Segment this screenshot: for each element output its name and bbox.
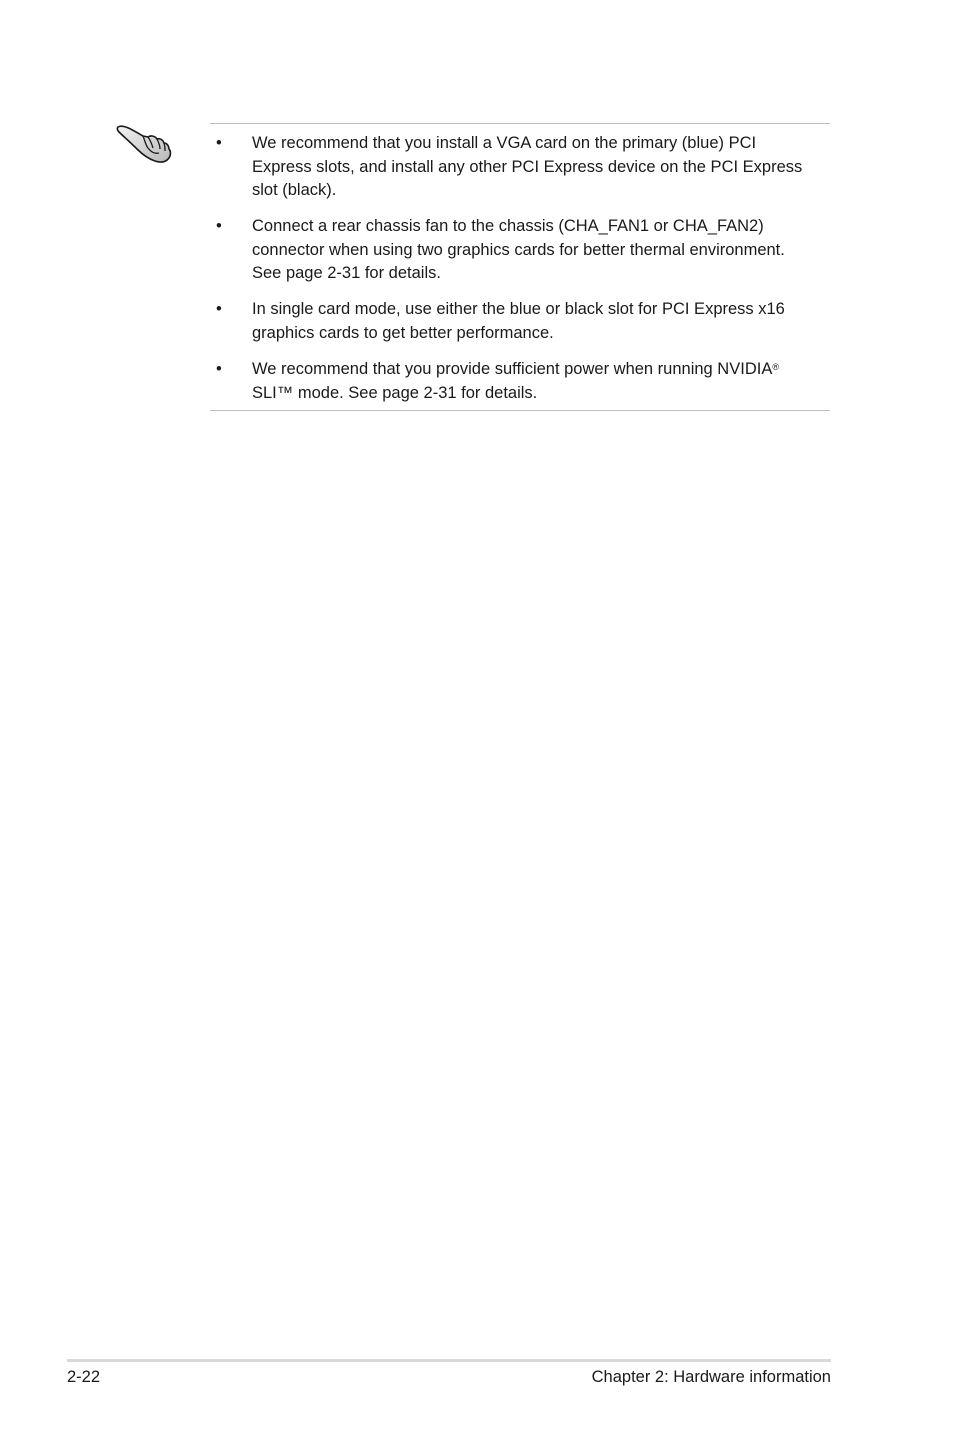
text-line — [252, 358, 832, 382]
bullet: • — [216, 300, 222, 318]
page-number: 2-22 — [67, 1368, 101, 1386]
item-text — [252, 215, 832, 286]
item-text — [252, 132, 832, 203]
bullet: • — [216, 217, 222, 235]
text-line: In single card mode, use either the blue or black slot for PCI Express x16 — [252, 300, 785, 318]
footer-divider — [67, 1359, 831, 1362]
item-text — [252, 298, 832, 345]
registered-mark: ® — [772, 362, 779, 372]
text-line: slot (black). — [252, 181, 337, 199]
text-segment: We recommend that you provide sufficient power when running NVIDIA — [252, 360, 773, 378]
text-line: SLI™ mode. See page 2-31 for details. — [252, 383, 538, 402]
text-line: connector when using two graphics cards for better thermal environment. — [252, 240, 785, 259]
item-text — [252, 358, 832, 405]
text-line: Express slots, and install any other PCI Express device on the PCI Express — [252, 157, 803, 176]
text-line: Connect a rear chassis fan to the chassis (CHA_FAN1 or CHA_FAN2) — [252, 217, 764, 235]
hand-pointing-icon — [115, 121, 175, 165]
text-line: We recommend that you install a VGA card on the primary (blue) PCI — [252, 134, 757, 152]
note-box — [210, 123, 830, 411]
bullet: • — [216, 360, 222, 378]
bullet: • — [216, 134, 222, 152]
chapter-title: Chapter 2: Hardware information — [591, 1368, 831, 1386]
text-line: graphics cards to get better performance. — [252, 323, 554, 342]
text-line: See page 2-31 for details. — [252, 264, 441, 282]
